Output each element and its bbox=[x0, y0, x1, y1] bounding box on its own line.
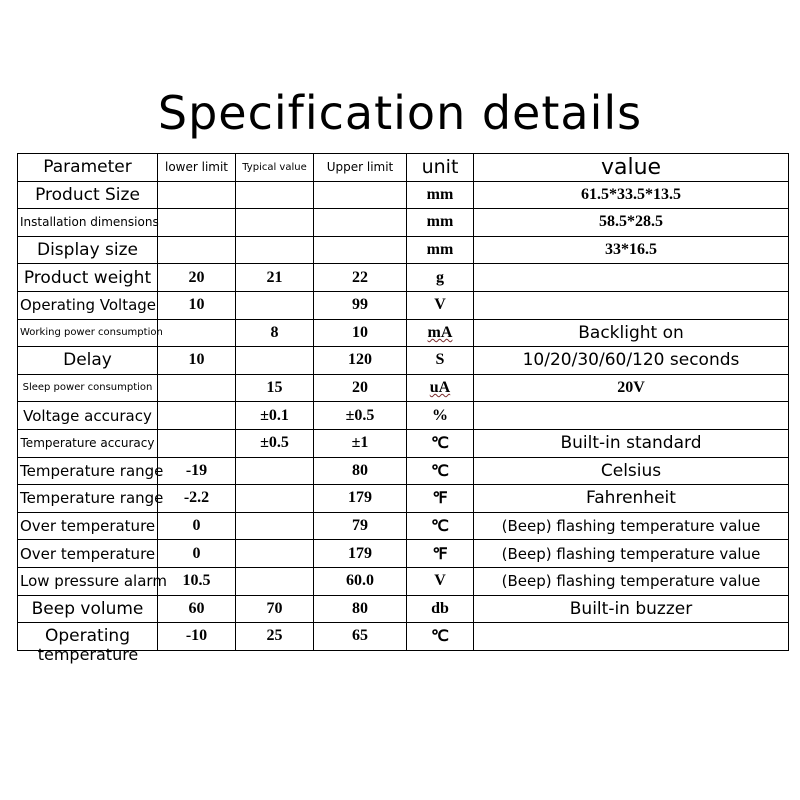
param-cell: Display size bbox=[18, 236, 158, 264]
lower-cell bbox=[158, 319, 236, 347]
header-unit: unit bbox=[407, 154, 474, 182]
typical-cell bbox=[236, 457, 314, 485]
value-cell: Backlight on bbox=[474, 319, 789, 347]
value-cell bbox=[474, 291, 789, 319]
table-row bbox=[18, 567, 789, 595]
lower-cell bbox=[158, 181, 236, 209]
param-cell: Operating Voltage bbox=[18, 291, 158, 319]
table-row bbox=[18, 402, 789, 430]
table-row bbox=[18, 457, 789, 485]
unit-cell: ℃ bbox=[407, 512, 474, 540]
upper-cell: 22 bbox=[314, 264, 407, 292]
spec-table bbox=[17, 153, 789, 665]
typical-cell bbox=[236, 209, 314, 237]
lower-cell: 10 bbox=[158, 347, 236, 375]
lower-cell: -19 bbox=[158, 457, 236, 485]
param-cell: Temperature range bbox=[18, 457, 158, 485]
upper-cell: 80 bbox=[314, 457, 407, 485]
param-cell: Beep volume bbox=[18, 595, 158, 623]
header-lower-limit: lower limit bbox=[158, 154, 236, 182]
unit-cell: V bbox=[407, 291, 474, 319]
table-row bbox=[18, 512, 789, 540]
upper-cell bbox=[314, 209, 407, 237]
param-cell: Product weight bbox=[18, 264, 158, 292]
table-row bbox=[18, 236, 789, 264]
typical-cell: 21 bbox=[236, 264, 314, 292]
typical-cell: 25 bbox=[236, 623, 314, 651]
param-cell: Over temperature bbox=[18, 512, 158, 540]
value-cell: (Beep) flashing temperature value bbox=[474, 567, 789, 595]
value-cell: 58.5*28.5 bbox=[474, 209, 789, 237]
param-cell: Working power consumption bbox=[18, 319, 158, 347]
value-cell: Built-in standard bbox=[474, 429, 789, 457]
upper-cell: 79 bbox=[314, 512, 407, 540]
typical-cell: 70 bbox=[236, 595, 314, 623]
upper-cell: 60.0 bbox=[314, 567, 407, 595]
unit-cell: ℃ bbox=[407, 429, 474, 457]
typical-cell: ±0.1 bbox=[236, 402, 314, 430]
value-cell: Built-in buzzer bbox=[474, 595, 789, 623]
typical-cell bbox=[236, 485, 314, 513]
table-row bbox=[18, 595, 789, 623]
typical-cell bbox=[236, 291, 314, 319]
upper-cell: 65 bbox=[314, 623, 407, 651]
typical-cell bbox=[236, 236, 314, 264]
lower-cell: 0 bbox=[158, 512, 236, 540]
upper-cell: 99 bbox=[314, 291, 407, 319]
param-cell: Low pressure alarm bbox=[18, 567, 158, 595]
typical-cell bbox=[236, 512, 314, 540]
upper-cell: 20 bbox=[314, 374, 407, 402]
table-row bbox=[18, 347, 789, 375]
typical-cell bbox=[236, 347, 314, 375]
upper-cell: ±0.5 bbox=[314, 402, 407, 430]
unit-cell: ℉ bbox=[407, 540, 474, 568]
value-cell: (Beep) flashing temperature value bbox=[474, 540, 789, 568]
lower-cell: 20 bbox=[158, 264, 236, 292]
upper-cell: 120 bbox=[314, 347, 407, 375]
typical-cell: 8 bbox=[236, 319, 314, 347]
table-row bbox=[18, 540, 789, 568]
param-cell: Over temperature bbox=[18, 540, 158, 568]
table-row bbox=[18, 291, 789, 319]
lower-cell bbox=[158, 402, 236, 430]
upper-cell bbox=[314, 181, 407, 209]
typical-cell: ±0.5 bbox=[236, 429, 314, 457]
upper-cell: 10 bbox=[314, 319, 407, 347]
upper-cell: 179 bbox=[314, 485, 407, 513]
param-cell: Temperature accuracy bbox=[18, 429, 158, 457]
unit-cell: S bbox=[407, 347, 474, 375]
param-line-2: temperature bbox=[37, 645, 139, 665]
table-row bbox=[18, 319, 789, 347]
param-cell: Voltage accuracy bbox=[18, 402, 158, 430]
lower-cell: 10 bbox=[158, 291, 236, 319]
value-cell: 33*16.5 bbox=[474, 236, 789, 264]
lower-cell bbox=[158, 429, 236, 457]
value-cell: Celsius bbox=[474, 457, 789, 485]
lower-cell bbox=[158, 236, 236, 264]
unit-cell: V bbox=[407, 567, 474, 595]
upper-cell: 80 bbox=[314, 595, 407, 623]
value-cell: 20V bbox=[474, 374, 789, 402]
table-row bbox=[18, 181, 789, 209]
lower-cell: 60 bbox=[158, 595, 236, 623]
unit-cell bbox=[407, 319, 474, 347]
unit-cell: db bbox=[407, 595, 474, 623]
param-cell: Temperature range bbox=[18, 485, 158, 513]
value-cell: 61.5*33.5*13.5 bbox=[474, 181, 789, 209]
unit-cell: mm bbox=[407, 209, 474, 237]
value-cell bbox=[474, 264, 789, 292]
param-cell: Installation dimensions bbox=[18, 209, 158, 237]
upper-cell bbox=[314, 236, 407, 264]
unit-cell: ℃ bbox=[407, 457, 474, 485]
param-cell: Delay bbox=[18, 347, 158, 375]
table-row bbox=[18, 623, 789, 651]
table-row bbox=[18, 485, 789, 513]
typical-cell bbox=[236, 567, 314, 595]
param-line-1: Operating bbox=[45, 626, 130, 647]
lower-cell: 10.5 bbox=[158, 567, 236, 595]
table-row bbox=[18, 209, 789, 237]
upper-cell: 179 bbox=[314, 540, 407, 568]
param-cell: Product Size bbox=[18, 181, 158, 209]
unit-cell: % bbox=[407, 402, 474, 430]
typical-cell bbox=[236, 540, 314, 568]
lower-cell: 0 bbox=[158, 540, 236, 568]
unit-cell bbox=[407, 374, 474, 402]
unit-cell: mm bbox=[407, 181, 474, 209]
value-cell: (Beep) flashing temperature value bbox=[474, 512, 789, 540]
lower-cell bbox=[158, 374, 236, 402]
value-cell: Fahrenheit bbox=[474, 485, 789, 513]
header-typical-value: Typical value bbox=[236, 154, 314, 182]
table-header-row bbox=[18, 154, 789, 182]
param-cell bbox=[18, 623, 158, 665]
param-cell: Sleep power consumption bbox=[18, 374, 158, 402]
value-cell: 10/20/30/60/120 seconds bbox=[474, 347, 789, 375]
typical-cell: 15 bbox=[236, 374, 314, 402]
unit-cell: ℃ bbox=[407, 623, 474, 651]
header-parameter: Parameter bbox=[18, 154, 158, 182]
page-title: Specification details bbox=[157, 86, 643, 140]
value-cell bbox=[474, 623, 789, 651]
unit-cell: mm bbox=[407, 236, 474, 264]
typical-cell bbox=[236, 181, 314, 209]
header-upper-limit: Upper limit bbox=[314, 154, 407, 182]
unit-cell: g bbox=[407, 264, 474, 292]
lower-cell: -10 bbox=[158, 623, 236, 651]
table-row bbox=[18, 429, 789, 457]
value-cell bbox=[474, 402, 789, 430]
unit-cell: ℉ bbox=[407, 485, 474, 513]
lower-cell: -2.2 bbox=[158, 485, 236, 513]
header-value: value bbox=[474, 154, 789, 182]
unit-text: uA bbox=[429, 379, 451, 397]
lower-cell bbox=[158, 209, 236, 237]
table-row bbox=[18, 264, 789, 292]
upper-cell: ±1 bbox=[314, 429, 407, 457]
table-row bbox=[18, 374, 789, 402]
unit-text: mA bbox=[427, 323, 453, 341]
